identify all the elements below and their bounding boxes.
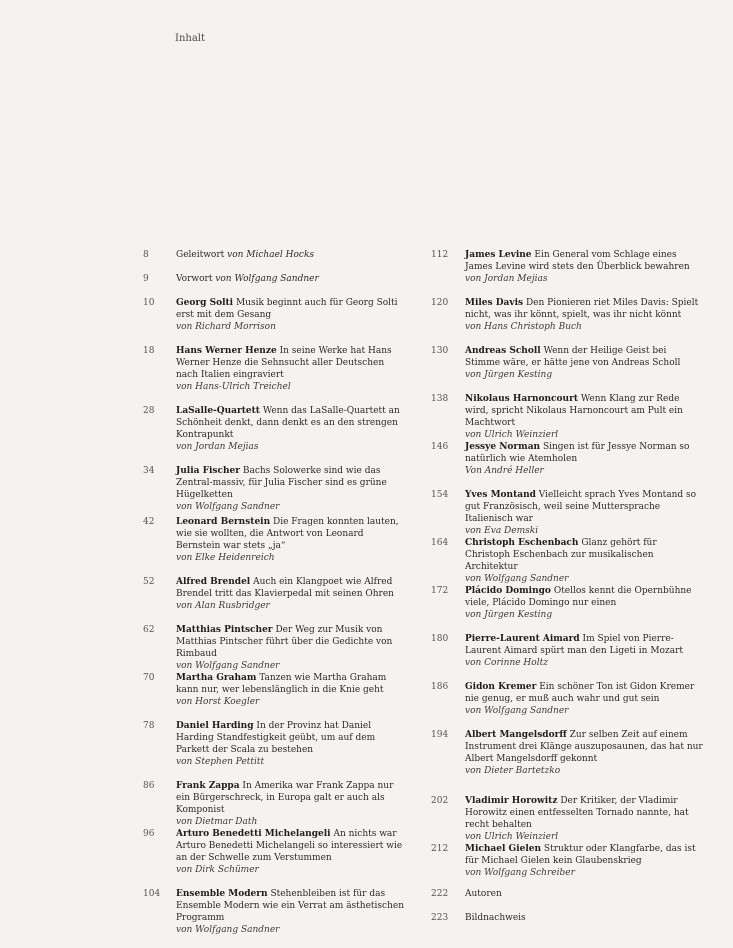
entry-title: Otellos kennt die Opernbühne viele, Plácido Domingo nur einen [465, 586, 692, 608]
toc-entry [143, 516, 405, 564]
entry-subject: Georg Solti [176, 298, 234, 308]
entry-subject: Ensemble Modern [176, 889, 268, 899]
page-number: 222 [431, 889, 449, 899]
entry-label: Bildnachweis [465, 913, 526, 923]
page-number: 154 [431, 490, 449, 500]
entry-title: Die Fragen konnten lauten, wie sie wollten, die Antwort von Leonard Bernstein war stets „ja“ [176, 517, 399, 551]
entry-subject: Jessye Norman [465, 442, 541, 452]
page-number: 34 [143, 466, 155, 476]
entry-text [176, 576, 405, 612]
entry-author: von Dietmar Dath [176, 817, 258, 827]
toc-entry [143, 405, 405, 453]
entry-title: Im Spiel von Pierre-Laurent Aimard spürt man den Ligeti in Mozart [465, 634, 683, 656]
entry-title: Den Pionieren riet Miles Davis: Spielt nicht, was ihr könnt, spielt, was ihr nicht könnt [465, 298, 699, 320]
page-number: 42 [143, 517, 155, 527]
toc-entry [431, 249, 703, 285]
entry-author: von Horst Koegler [176, 697, 260, 707]
entry-author: von Wolfgang Sandner [465, 706, 569, 716]
toc-entry [431, 441, 703, 477]
toc-entry [143, 297, 405, 333]
page-number: 146 [431, 442, 449, 452]
entry-title: Ein General vom Schlage eines James Levine wird stets den Überblick bewahren [465, 250, 690, 272]
page-number: 62 [143, 625, 155, 635]
entry-author: von Alan Rusbridger [176, 601, 270, 611]
entry-title: Wenn das LaSalle-Quartett an Schönheit denkt, dann denkt es an den strengen Kontrapunkt [176, 406, 400, 440]
entry-text [176, 672, 405, 708]
entry-subject: Arturo Benedetti Michelangeli [176, 829, 331, 839]
toc-entry [431, 795, 703, 843]
page-number: 18 [143, 346, 155, 356]
entry-author: von Hans Christoph Buch [465, 322, 582, 332]
entry-label: Autoren [465, 889, 502, 899]
page-number: 202 [431, 796, 449, 806]
entry-title: Ein schöner Ton ist Gidon Kremer nie genug, er muß auch wahr und gut sein [465, 682, 695, 704]
entry-text [465, 729, 703, 777]
entry-title: In der Provinz hat Daniel Harding Standfestigkeit geübt, um auf dem Parkett der Scala zu bestehen [176, 721, 376, 755]
entry-subject: Daniel Harding [176, 721, 254, 731]
entry-text [465, 441, 703, 477]
toc-entry [143, 624, 405, 672]
toc-entry [431, 888, 703, 900]
entry-title: An nichts war Arturo Benedetti Michelangeli so interessiert wie an der Schwelle zum Verstummen [176, 829, 403, 863]
toc-entry [143, 780, 405, 828]
toc-entry [431, 633, 703, 669]
entry-text [465, 537, 703, 585]
toc-entry [143, 345, 405, 393]
entry-text [176, 297, 405, 333]
toc-entry [143, 576, 405, 612]
entry-title: Bachs Solowerke sind wie das Zentral-massiv, für Julia Fischer sind es grüne Hügelketten [176, 466, 387, 500]
page-number: 212 [431, 844, 449, 854]
toc-entry [143, 465, 405, 513]
entry-subject: Plácido Domingo [465, 586, 551, 596]
toc-entry [431, 489, 703, 537]
entry-author: von Jürgen Kesting [465, 610, 553, 620]
page-number: 70 [143, 673, 155, 683]
entry-text [465, 843, 703, 879]
page-number: 186 [431, 682, 449, 692]
entry-text [465, 345, 703, 381]
entry-author: von Eva Demski [465, 526, 539, 536]
entry-title: Stehenbleiben ist für das Ensemble Modern wie ein Verrat am ästhetischen Programm [176, 889, 404, 923]
toc-entry [143, 828, 405, 876]
entry-author: von Elke Heidenreich [176, 553, 275, 563]
toc-entry [431, 297, 703, 333]
entry-author: von Dieter Bartetzko [465, 766, 561, 776]
entry-author: Von André Heller [465, 466, 544, 476]
page-number: 8 [143, 250, 149, 260]
entry-title: Wenn Klang zur Rede wird, spricht Nikolaus Harnoncourt am Pult ein Machtwort [465, 394, 683, 428]
entry-text [465, 633, 703, 669]
page-number: 130 [431, 346, 449, 356]
entry-text [176, 405, 405, 453]
entry-author: von Stephen Pettitt [176, 757, 265, 767]
page-number: 9 [143, 274, 149, 284]
entry-subject: Hans Werner Henze [176, 346, 277, 356]
entry-author: von Richard Morrison [176, 322, 276, 332]
toc-entry [431, 843, 703, 879]
page-number: 194 [431, 730, 449, 740]
entry-title: Tanzen wie Martha Graham kann nur, wer lebenslänglich in die Knie geht [176, 673, 387, 695]
entry-subject: Albert Mangelsdorff [465, 730, 567, 740]
entry-subject: Andreas Scholl [465, 346, 541, 356]
entry-title: Wenn der Heilige Geist bei Stimme wäre, er hätte jene von Andreas Scholl [465, 346, 681, 368]
entry-text [176, 624, 405, 672]
entry-text [465, 297, 703, 333]
page-title: Inhalt [175, 33, 206, 44]
entry-subject: Gidon Kremer [465, 682, 537, 692]
toc-entry [143, 249, 405, 261]
entry-text [176, 249, 405, 261]
entry-subject: LaSalle-Quartett [176, 406, 260, 416]
page-number: 78 [143, 721, 155, 731]
entry-title: Der Kritiker, der Vladimir Horowitz einen entfesselten Tornado nannte, hat recht behalten [465, 796, 689, 830]
entry-author: von Jordan Mejias [465, 274, 548, 284]
entry-author: von Wolfgang Sandner [176, 661, 280, 671]
entry-text [465, 393, 703, 441]
toc-entry [431, 345, 703, 381]
entry-author: von Dirk Schümer [176, 865, 259, 875]
entry-text [465, 912, 703, 924]
toc-entry [431, 537, 703, 585]
page-number: 10 [143, 298, 155, 308]
entry-title: In Amerika war Frank Zappa nur ein Bürgerschreck, in Europa galt er auch als Komponist [176, 781, 394, 815]
entry-subject: Michael Gielen [465, 844, 542, 854]
toc-entry [143, 720, 405, 768]
entry-subject: Pierre-Laurent Aimard [465, 634, 580, 644]
page-number: 164 [431, 538, 449, 548]
entry-subject: Alfred Brendel [176, 577, 251, 587]
entry-title: Auch ein Klangpoet wie Alfred Brendel tritt das Klavierpedal mit seinen Ohren [176, 577, 394, 599]
entry-author: von Michael Hocks [227, 250, 315, 260]
page-number: 96 [143, 829, 155, 839]
page-number: 52 [143, 577, 155, 587]
entry-text [465, 888, 703, 900]
page-number: 223 [431, 913, 449, 923]
entry-title: Struktur oder Klangfarbe, das ist für Michael Gielen kein Glaubenskrieg [465, 844, 696, 866]
toc-entry [143, 672, 405, 708]
page-number: 104 [143, 889, 161, 899]
entry-text [176, 345, 405, 393]
page-number: 112 [431, 250, 449, 260]
entry-text [465, 489, 703, 537]
entry-text [176, 720, 405, 768]
toc-entry [143, 273, 405, 285]
page-number: 28 [143, 406, 155, 416]
entry-subject: Leonard Bernstein [176, 517, 271, 527]
entry-text [465, 585, 703, 621]
entry-title: Vielleicht sprach Yves Montand so gut Französisch, weil seine Muttersprache Italienisch war [465, 490, 697, 524]
page-number: 172 [431, 586, 449, 596]
page-number: 120 [431, 298, 449, 308]
entry-text [465, 249, 703, 285]
entry-author: von Ulrich Weinzierl [465, 832, 559, 842]
entry-subject: Nikolaus Harnoncourt [465, 394, 578, 404]
toc-entry [143, 888, 405, 936]
entry-title: Der Weg zur Musik von Matthias Pintscher führt über die Gedichte von Rimbaud [176, 625, 393, 659]
entry-text [176, 465, 405, 513]
entry-text [176, 828, 405, 876]
entry-author: von Wolfgang Sandner [176, 925, 280, 935]
entry-title: Glanz gehört für Christoph Eschenbach zur musikalischen Architektur [465, 538, 657, 572]
entry-author: von Wolfgang Sandner [176, 502, 280, 512]
entry-subject: Yves Montand [465, 490, 536, 500]
entry-text [176, 273, 405, 285]
toc-entry [431, 585, 703, 621]
toc-entry [431, 393, 703, 441]
entry-title: Singen ist für Jessye Norman so natürlich wie Atemholen [465, 442, 690, 464]
entry-author: von Hans-Ulrich Treichel [176, 382, 291, 392]
entry-subject: Vladimir Horowitz [465, 796, 558, 806]
entry-title: In seine Werke hat Hans Werner Henze die Sehnsucht aller Deutschen nach Italien eingraviert [176, 346, 392, 380]
entry-subject: Julia Fischer [176, 466, 240, 476]
entry-author: von Wolfgang Sandner [465, 574, 569, 584]
toc-entry [431, 681, 703, 717]
page-number: 86 [143, 781, 155, 791]
page-number: 180 [431, 634, 449, 644]
entry-text [176, 780, 405, 828]
entry-text [176, 516, 405, 564]
toc-entry [431, 912, 703, 924]
entry-author: von Wolfgang Sandner [215, 274, 319, 284]
toc-entry [431, 729, 703, 777]
entry-author: von Corinne Holtz [465, 658, 548, 668]
entry-subject: Christoph Eschenbach [465, 538, 579, 548]
entry-subject: James Levine [465, 250, 532, 260]
entry-text [176, 888, 405, 936]
entry-author: von Jordan Mejias [176, 442, 259, 452]
entry-title: Zur selben Zeit auf einem Instrument drei Klänge auszuposaunen, das hat nur Albert Mangelsdorff gekonnt [465, 730, 703, 764]
entry-text [465, 795, 703, 843]
page-number: 138 [431, 394, 449, 404]
entry-text [465, 681, 703, 717]
entry-subject: Miles Davis [465, 298, 524, 308]
entry-label: Geleitwort [176, 250, 228, 260]
entry-title: Musik beginnt auch für Georg Solti erst mit dem Gesang [176, 298, 398, 320]
entry-author: von Wolfgang Schreiber [465, 868, 575, 878]
entry-label: Vorwort [176, 274, 216, 284]
entry-subject: Martha Graham [176, 673, 257, 683]
entry-subject: Matthias Pintscher [176, 625, 273, 635]
entry-author: von Ulrich Weinzierl [465, 430, 559, 440]
entry-subject: Frank Zappa [176, 781, 240, 791]
entry-author: von Jürgen Kesting [465, 370, 553, 380]
